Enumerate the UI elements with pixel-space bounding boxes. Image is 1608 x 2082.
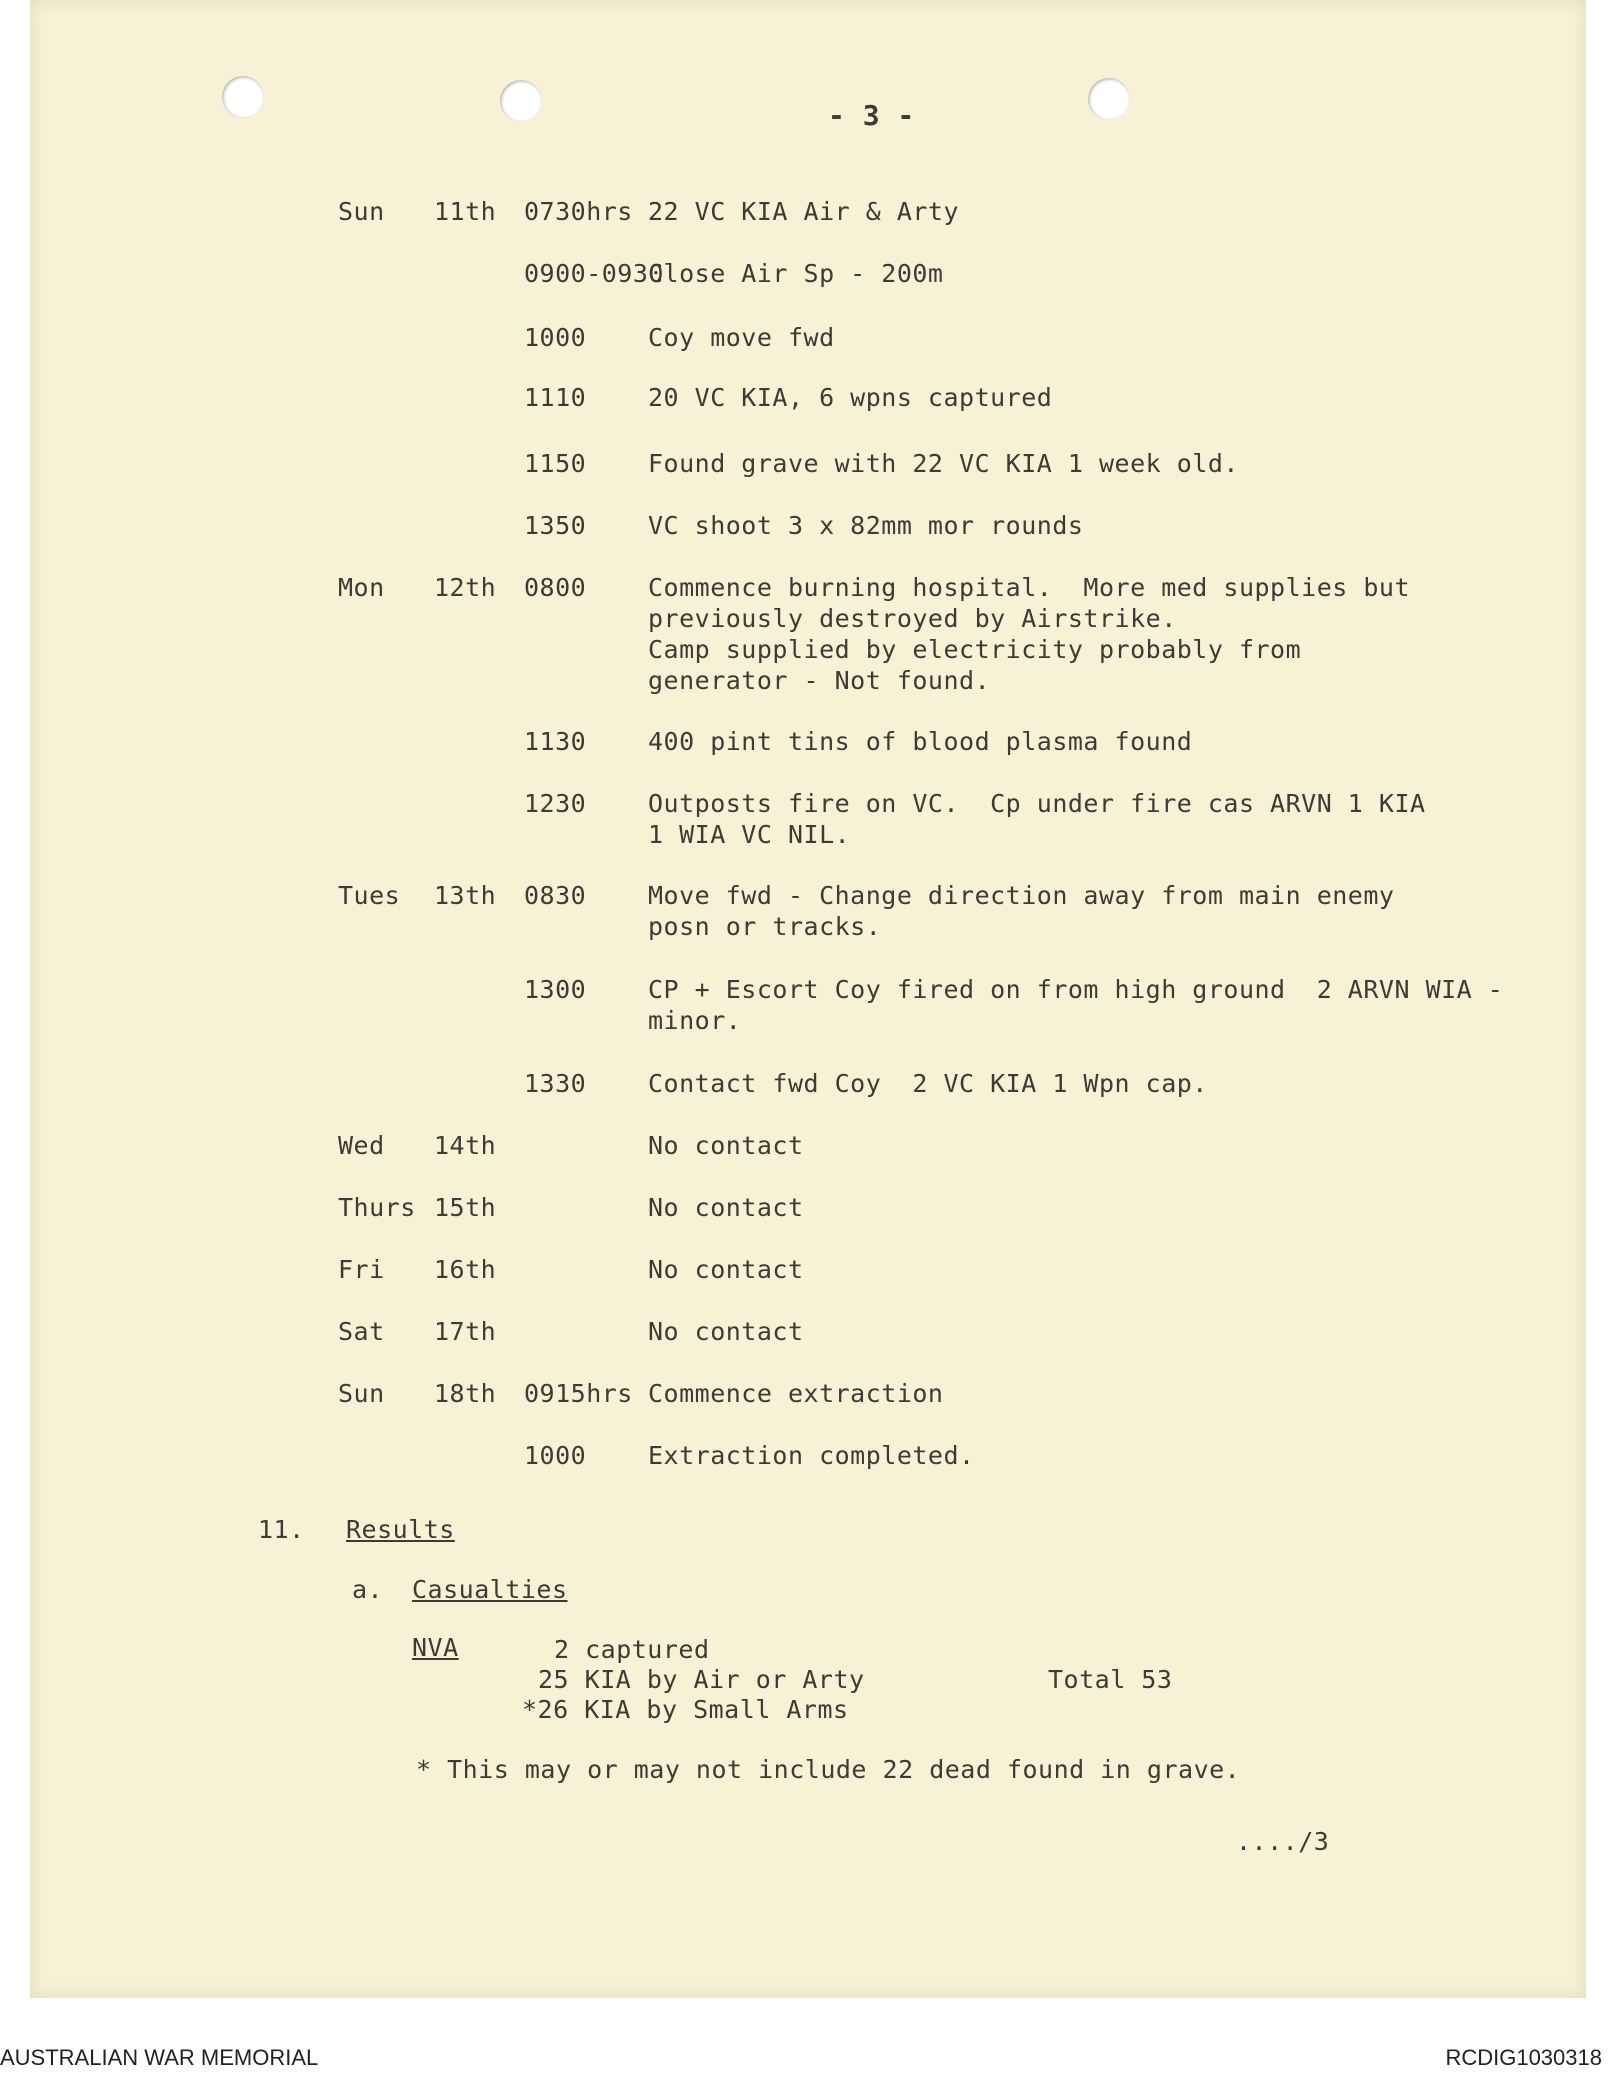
page-number: - 3 - xyxy=(828,99,915,132)
log-date: 17th xyxy=(434,1317,497,1346)
log-time: 1230 xyxy=(524,789,587,818)
log-entry: Coy move fwd xyxy=(648,323,835,352)
log-time: 0900-0930 xyxy=(524,259,664,288)
punch-hole xyxy=(500,80,542,122)
log-time: 1130 xyxy=(524,727,587,756)
casualty-line: 2 captured xyxy=(554,1635,710,1664)
log-time: 1330 xyxy=(524,1069,587,1098)
casualty-group: NVA xyxy=(412,1633,459,1662)
log-entry: 20 VC KIA, 6 wpns captured xyxy=(648,383,1053,412)
log-date: 18th xyxy=(434,1379,497,1408)
log-entry: Extraction completed. xyxy=(648,1441,975,1470)
punch-hole xyxy=(222,76,264,118)
log-entry: VC shoot 3 x 82mm mor rounds xyxy=(648,511,1084,540)
record-id: RCDIG1030318 xyxy=(1445,2045,1602,2070)
log-day: Wed xyxy=(338,1131,385,1160)
log-time: 0830 xyxy=(524,881,587,910)
log-day: Mon xyxy=(338,573,385,602)
log-time: 1000 xyxy=(524,1441,587,1470)
log-entry: Commence burning hospital. More med supplies but previously destroyed by Airstrike. Camp supplied by electricity probably from generator - Not found. xyxy=(648,573,1411,695)
log-date: 15th xyxy=(434,1193,497,1222)
log-entry: CP + Escort Coy fired on from high ground 2 ARVN WIA - minor. xyxy=(648,975,1504,1035)
log-date: 13th xyxy=(434,881,497,910)
log-time: 0915hrs xyxy=(524,1379,633,1408)
log-entry: No contact xyxy=(648,1131,804,1160)
log-entry: No contact xyxy=(648,1193,804,1222)
log-entry: 22 VC KIA Air & Arty xyxy=(648,197,960,226)
log-day: Tues xyxy=(338,881,401,910)
log-day: Sun xyxy=(338,1379,385,1408)
log-day: Sat xyxy=(338,1317,385,1346)
log-date: 14th xyxy=(434,1131,497,1160)
log-date: 11th xyxy=(434,197,497,226)
log-time: 0800 xyxy=(524,573,587,602)
log-day: Fri xyxy=(338,1255,385,1284)
section-heading: Results xyxy=(346,1515,455,1544)
log-date: 16th xyxy=(434,1255,497,1284)
log-entry: Commence extraction xyxy=(648,1379,944,1408)
casualty-total: Total 53 xyxy=(1048,1665,1173,1694)
log-time: 1110 xyxy=(524,383,587,412)
log-entry: Close Air Sp - 200m xyxy=(648,259,944,288)
log-entry: No contact xyxy=(648,1317,804,1346)
punch-hole xyxy=(1088,78,1130,120)
continuation-mark: ..../3 xyxy=(1236,1827,1330,1856)
log-entry: No contact xyxy=(648,1255,804,1284)
log-date: 12th xyxy=(434,573,497,602)
log-entry: 400 pint tins of blood plasma found xyxy=(648,727,1193,756)
log-entry: Move fwd - Change direction away from main enemy posn or tracks. xyxy=(648,881,1395,941)
casualty-line: *26 KIA by Small Arms xyxy=(522,1695,849,1724)
log-time: 1000 xyxy=(524,323,587,352)
log-time: 1350 xyxy=(524,511,587,540)
footnote: * This may or may not include 22 dead found in grave. xyxy=(416,1755,1241,1784)
subsection-letter: a. xyxy=(352,1575,384,1604)
log-day: Sun xyxy=(338,197,385,226)
log-entry: Found grave with 22 VC KIA 1 week old. xyxy=(648,449,1239,478)
archive-name: AUSTRALIAN WAR MEMORIAL xyxy=(0,2045,319,2070)
subsection-heading: Casualties xyxy=(412,1575,568,1604)
casualty-line: 25 KIA by Air or Arty xyxy=(538,1665,865,1694)
log-day: Thurs xyxy=(338,1193,416,1222)
log-entry: Outposts fire on VC. Cp under fire cas ARVN 1 KIA 1 WIA VC NIL. xyxy=(648,789,1426,849)
log-entry: Contact fwd Coy 2 VC KIA 1 Wpn cap. xyxy=(648,1069,1208,1098)
log-time: 1150 xyxy=(524,449,587,478)
section-number: 11. xyxy=(258,1515,305,1544)
log-time: 1300 xyxy=(524,975,587,1004)
log-time: 0730hrs xyxy=(524,197,633,226)
